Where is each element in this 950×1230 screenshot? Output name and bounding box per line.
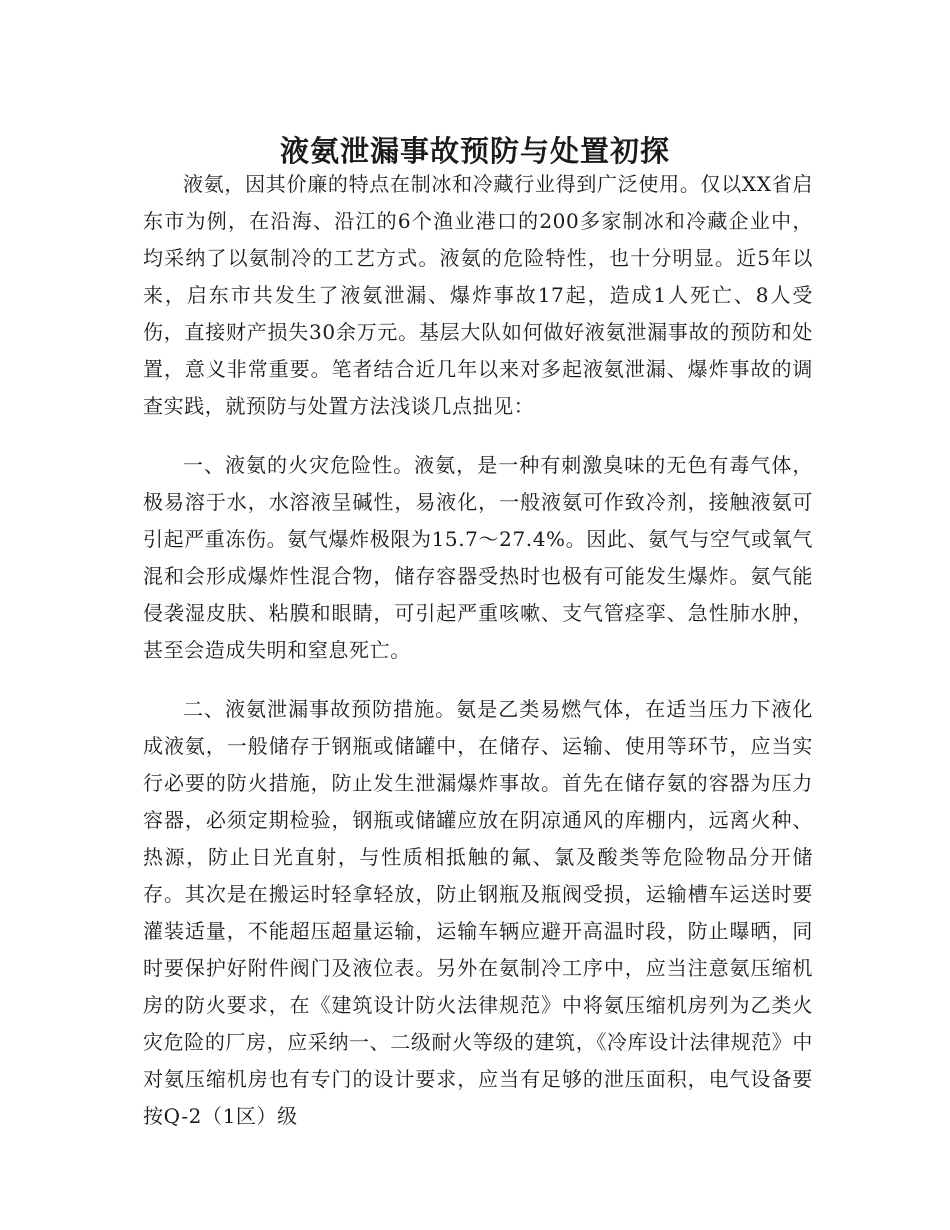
document-body <box>143 166 813 1135</box>
paragraph-prevention-measures: 二、液氨泄漏事故预防措施。氨是乙类易燃气体，在适当压力下液化成液氨，一般储存于钢瓶或储罐中，在储存、运输、使用等环节，应当实行必要的防火措施，防止发生泄漏爆炸事故。首先在储存氨的容器为压力容器，必须定期检验，钢瓶或储罐应放在阴凉通风的库棚内，远离火种、热源，防止日光直射，与性质相抵触的氟、氯及酸类等危险物品分开储存。其次是在搬运时轻拿轻放，防止钢瓶及瓶阀受损，运输槽车运送时要灌装适量，不能超压超量运输，运输车辆应避开高温时段，防止曝晒，同时要保护好附件阀门及液位表。另外在氨制冷工序中，应当注意氨压缩机房的防火要求，在《建筑设计防火法律规范》中将氨压缩机房列为乙类火灾危险的厂房，应采纳一、二级耐火等级的建筑，《冷库设计法律规范》中对氨压缩机房也有专门的设计要求，应当有足够的泄压面积，电气设备要按Q-2（1区）级 <box>143 697 813 1128</box>
paragraph-fire-hazard: 一、液氨的火灾危险性。液氨，是一种有刺激臭味的无色有毒气体，极易溶于水，水溶液呈碱性，易液化，一般液氨可作致冷剂，接触液氨可引起严重冻伤。氨气爆炸极限为15.7～27.4%。因此、氨气与空气或氧气混和会形成爆炸性混合物，储存容器受热时也极有可能发生爆炸。氨气能侵袭湿皮肤、粘膜和眼睛，可引起严重咳嗽、支气管痉挛、急性肺水肿，甚至会造成失明和窒息死亡。 <box>143 453 813 662</box>
paragraph-intro: 液氨，因其价廉的特点在制冰和冷藏行业得到广泛使用。仅以XX省启东市为例，在沿海、沿江的6个渔业港口的200多家制冰和冷藏企业中，均采纳了以氨制冷的工艺方式。液氨的危险特性，也十分明显。近5年以来，启东市共发生了液氨泄漏、爆炸事故17起，造成1人死亡、8人受伤，直接财产损失30余万元。基层大队如何做好液氨泄漏事故的预防和处置，意义非常重要。笔者结合近几年以来对多起液氨泄漏、爆炸事故的调查实践，就预防与处置方法浅谈几点拙见： <box>143 172 813 418</box>
document-title: 液氨泄漏事故预防与处置初探 <box>279 134 670 169</box>
